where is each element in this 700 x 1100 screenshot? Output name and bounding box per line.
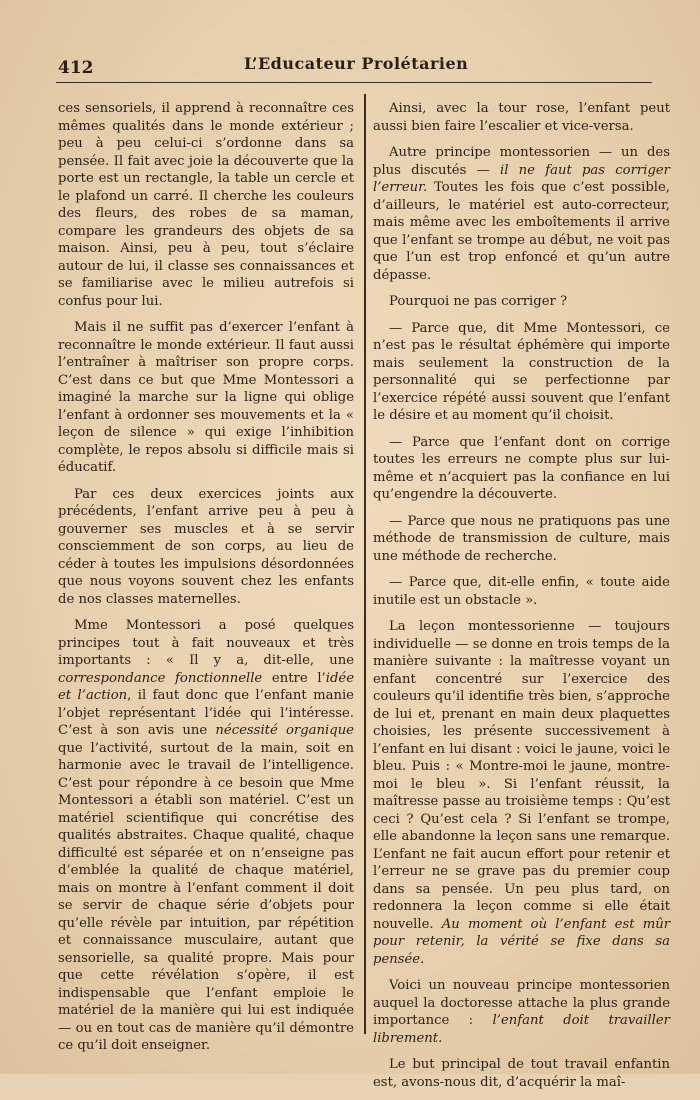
italic-text: l’enfant doit travailler librement. xyxy=(373,1013,670,1046)
paragraph xyxy=(373,618,670,968)
paragraph: — Parce que l’enfant dont on corrige toutes les erreurs ne compte plus sur lui-même et n’acquiert pas la confiance en lui qu’engendre la découverte. xyxy=(373,434,670,502)
text-run: , il faut donc que l’enfant manie l’objet représentant l’idée qui l’intéresse. C’est à son avis une xyxy=(58,688,354,738)
text-run: Autre principe montessorien — un des plus discutés — xyxy=(373,145,670,178)
text-run: Mme Montessori a posé quelques principes tout à fait nouveaux et très importants : « Il y a, dit-elle, une xyxy=(58,618,354,668)
paragraph: Mais il ne suffit pas d’exercer l’enfant à reconnaître le monde extérieur. Il faut aussi l’entraîner à maîtriser son propre corps. C’est dans ce but que Mme Montessori a imaginé la marche sur la ligne qui oblige l’enfant à ordonner ses mouvements et la « leçon de silence » qui exige l’inhibition complète, le repos absolu si difficile mais si éducatif. xyxy=(58,320,354,475)
italic-text: Au moment où l’enfant est mûr pour retenir, la vérité se fixe dans sa pensée. xyxy=(373,916,670,967)
paragraph: Ainsi, avec la tour rose, l’enfant peut aussi bien faire l’escalier et vice-versa. xyxy=(373,101,670,134)
paragraph xyxy=(373,977,670,1047)
column-divider xyxy=(364,94,366,1034)
paragraph: Pourquoi ne pas corriger ? xyxy=(389,294,568,309)
paragraph: Le but principal de tout travail enfantin est, avons-nous dit, d’acquérir la maî- xyxy=(373,1057,670,1090)
text-run: Voici un nouveau principe montessorien auquel la doctoresse attache la plus grande importance : xyxy=(373,978,670,1028)
paragraph xyxy=(373,144,670,284)
paragraph: — Parce que, dit Mme Montessori, ce n’est pas le résultat éphémère qui importe mais seulement la construction de la personnalité qui se perfectionne par l’exercice répété aussi souvent que l’enfant le désire et au moment qu’il choisit. xyxy=(373,320,670,423)
text-run: La leçon montessorienne — toujours individuelle — se donne en trois temps de la manière suivante : la maîtresse voyant un enfant concentré sur l’exercice des couleurs qu’il identifie très bien, s’approche de lui et, prenant en main deux plaquettes choisies, les présente successivement à l’enfant en lui disant : voici le jaune, voici le bleu. Puis : « Montre-moi le jaune, montre-moi le bleu ». Si l’enfant réussit, la maîtresse passe au troisième temps : Qu’est ceci ? Qu’est cela ? Si l’enfant se trompe, elle abandonne la leçon sans une remarque. L’enfant ne fait aucun effort pour retenir et l’erreur ne se grave pas du premier coup dans sa pensée. Un peu plus tard, on redonnera la leçon comme si elle était nouvelle. xyxy=(373,619,670,932)
page-header xyxy=(56,54,652,83)
left-column xyxy=(58,100,354,1064)
italic-text: il ne faut pas corriger l’erreur. xyxy=(373,162,670,195)
text-run: que l’activité, surtout de la main, soit en harmonie avec le travail de l’intelligence. C’est pour répondre à ce besoin que Mme Montessori a établi son matériel. C’est un matériel scientifique qui concrétise des qualités abstraites. Chaque qualité, chaque difficulté est séparée et on n’enseigne pas d’emblée la qualité de chaque matériel, mais on montre à l’enfant comment il doit se servir de chaque série d’objets pour qu’elle révèle par intuition, par répétition et connaissance musculaire, autant que sensorielle, sa qualité propre. Mais pour que cette révélation s’opère, il est indispensable que l’enfant emploie le matériel de la manière qui lui est indiquée — ou en tout cas de manière qu’il démontre ce qu’il doit enseigner. xyxy=(58,740,354,1053)
italic-text: correspondance fonctionnelle xyxy=(58,670,263,686)
paragraph xyxy=(58,617,354,1055)
right-column xyxy=(373,100,670,1100)
paragraph: Par ces deux exercices joints aux précédents, l’enfant arrive peu à peu à gouverner ses muscles et à se servir consciemment de son corps, au lieu de céder à toutes les impulsions désordonnées que nous voyons souvent chez les enfants de nos classes maternelles. xyxy=(58,486,354,607)
italic-text: idée et l’action xyxy=(58,670,355,703)
paragraph: — Parce que nous ne pratiquons pas une méthode de transmission de culture, mais une méthode de recherche. xyxy=(373,513,670,564)
running-title: L’Educateur Prolétarien xyxy=(244,54,469,73)
paragraph: ces sensoriels, il apprend à reconnaître ces mêmes qualités dans le monde extérieur ; peu à peu celui-ci s’ordonne dans sa pensée. Il fait avec joie la découverte que la porte est un rectangle, la table un cercle et le plafond un carré. Il cherche les couleurs des fleurs, des robes de sa maman, compare les grandeurs des objets de sa maison. Ainsi, peu à peu, tout s’éclaire autour de lui, il classe ses connaissances et se familiarise avec le milieu autrefois si confus pour lui. xyxy=(58,101,354,309)
page-number: 412 xyxy=(58,58,94,78)
paragraph: — Parce que, dit-elle enfin, « toute aide inutile est un obstacle ». xyxy=(373,575,670,608)
italic-text: nécessité organique xyxy=(215,723,354,738)
text-run: Toutes les fois que c’est possible, d’ailleurs, le matériel est auto-correcteur, mais même avec les emboîtements il arrive que l’enfant se trompe au début, ne voit pas que l’un est trop enfoncé et qu’un autre dépasse. xyxy=(373,180,670,283)
text-run: entre l’ xyxy=(262,670,326,686)
